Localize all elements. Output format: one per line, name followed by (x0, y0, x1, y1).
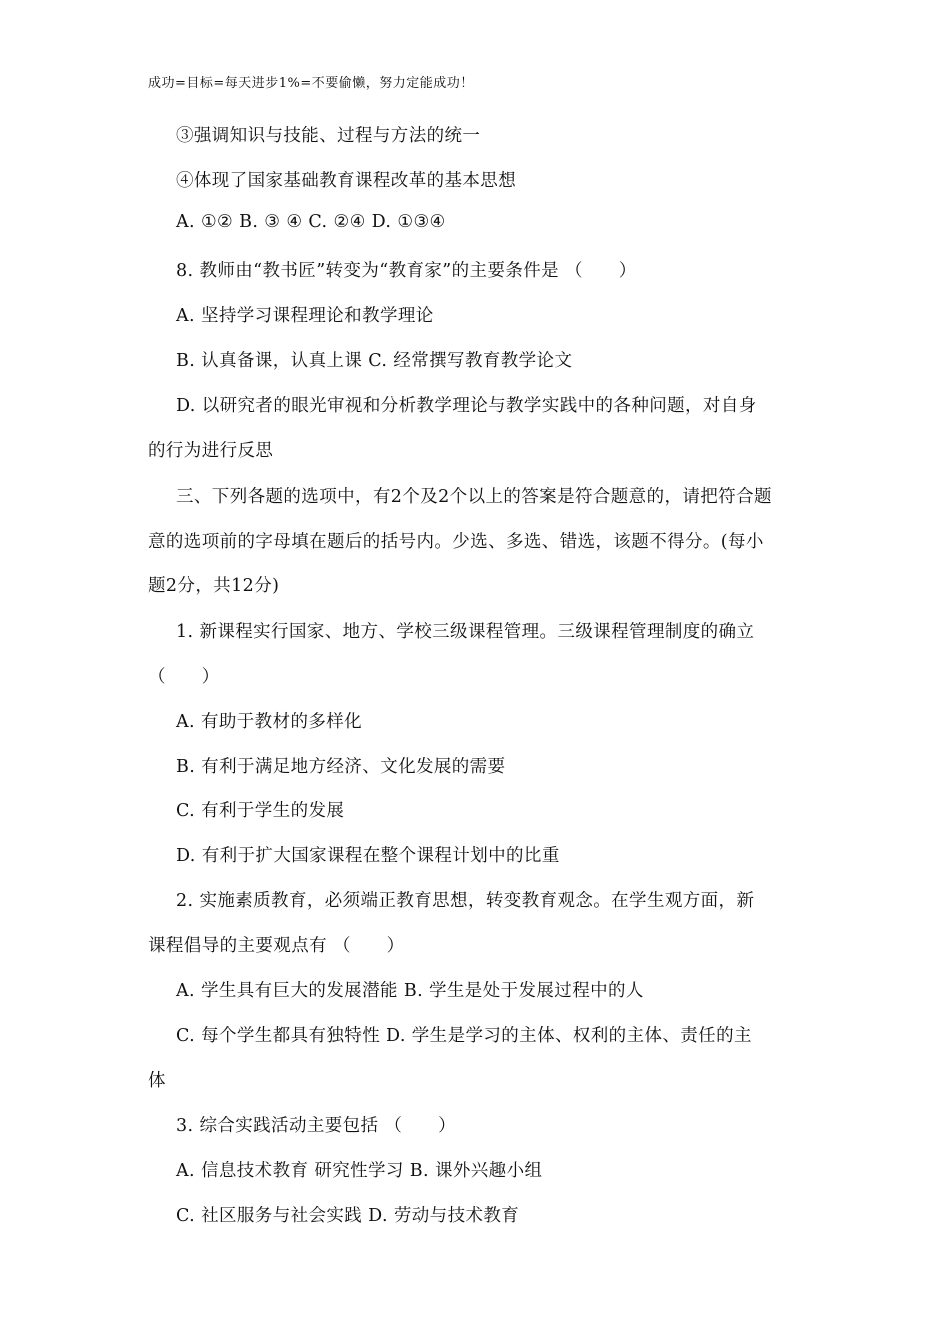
q1-option-a: A. 有助于教材的多样化 (176, 712, 363, 732)
section-3-instructions-cont: 意的选项前的字母填在题后的括号内。少选、多选、错选，该题不得分。(每小 (148, 532, 764, 552)
q2-option-c-d: C. 每个学生都具有独特性 D. 学生是学习的主体、权利的主体、责任的主 (176, 1026, 752, 1046)
q2-option-d-cont: 体 (148, 1071, 166, 1091)
q2-stem: 2. 实施素质教育，必须端正教育思想，转变教育观念。在学生观方面，新 (176, 891, 755, 911)
q3-option-c-d: C. 社区服务与社会实践 D. 劳动与技术教育 (176, 1206, 520, 1226)
q1-option-b: B. 有利于满足地方经济、文化发展的需要 (176, 757, 506, 777)
section-3-instructions: 三、下列各题的选项中，有2个及2个以上的答案是符合题意的，请把符合题 (176, 487, 772, 507)
statement-4: ④体现了国家基础教育课程改革的基本思想 (176, 171, 517, 191)
q8-option-d-cont: 的行为进行反思 (148, 441, 274, 461)
q1-option-c: C. 有利于学生的发展 (176, 801, 345, 821)
q1-stem: 1. 新课程实行国家、地方、学校三级课程管理。三级课程管理制度的确立 (176, 622, 755, 642)
page-header-motto: 成功=目标=每天进步1%=不要偷懒，努力定能成功！ (148, 76, 474, 91)
q2-stem-cont: 课程倡导的主要观点有 （ ） (148, 936, 405, 956)
q8-option-a: A. 坚持学习课程理论和教学理论 (176, 306, 434, 326)
q3-option-a-b: A. 信息技术教育 研究性学习 B. 课外兴趣小组 (176, 1161, 543, 1181)
section-3-instructions-end: 题2分，共12分) (148, 576, 280, 596)
q8-stem: 8. 教师由“教书匠”转变为“教育家”的主要条件是 （ ） (176, 261, 637, 281)
q7-options: A. ①② B. ③ ④ C. ②④ D. ①③④ (176, 212, 446, 232)
q1-option-d: D. 有利于扩大国家课程在整个课程计划中的比重 (176, 846, 560, 866)
statement-3: ③强调知识与技能、过程与方法的统一 (176, 126, 481, 146)
q1-blank: （ ） (148, 667, 220, 687)
q2-option-a-b: A. 学生具有巨大的发展潜能 B. 学生是处于发展过程中的人 (176, 981, 644, 1001)
q8-option-d: D. 以研究者的眼光审视和分析教学理论与教学实践中的各种问题，对自身 (176, 396, 757, 416)
q8-option-b-c: B. 认真备课，认真上课 C. 经常撰写教育教学论文 (176, 351, 573, 371)
q3-stem: 3. 综合实践活动主要包括 （ ） (176, 1116, 457, 1136)
